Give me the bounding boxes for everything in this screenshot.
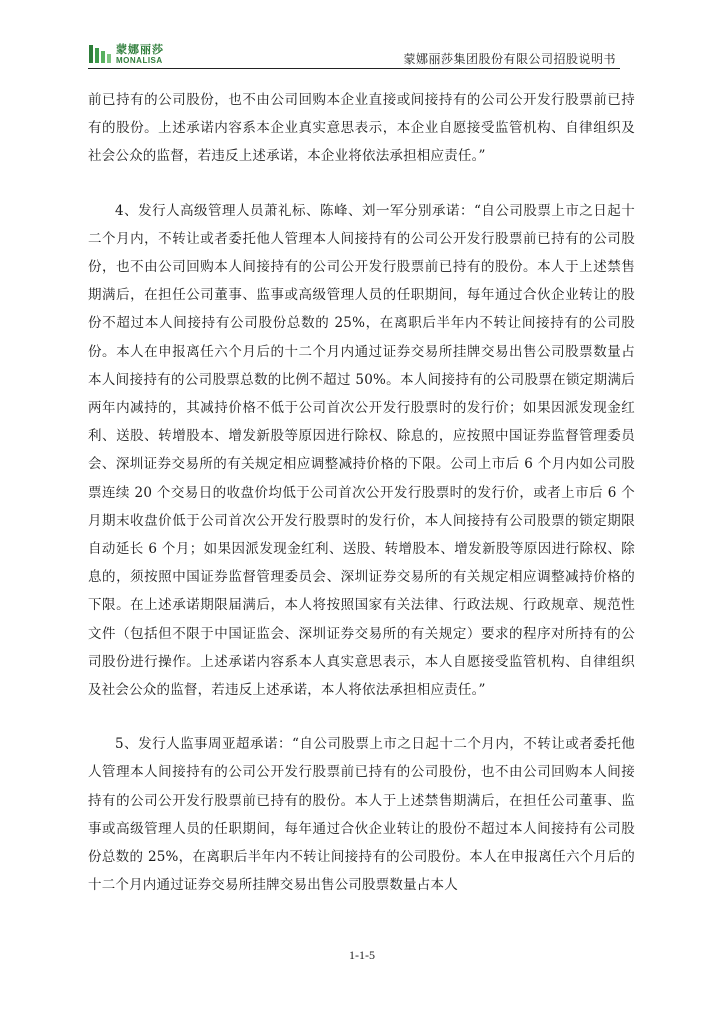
page-header [88, 38, 620, 68]
logo-mark-icon [88, 43, 112, 65]
paragraph-commitment-4: 4、发行人高级管理人员萧礼标、陈峰、刘一军分别承诺：“自公司股票上市之日起十二个月内，不转让或者委托他人管理本人间接持有的公司公开发行股票前已持有的公司股份，也不由公司回购本人间接持有的公司公开发行股票前已持有的股份。本人于上述禁售期满后，在担任公司董事、监事或高级管理人员的任职期间，每年通过合伙企业转让的股份不超过本人间接持有公司股份总数的 25%，在离职后半年内不转让间接持有的公司股份。本人在申报离任六个月后的十二个月内通过证券交易所挂牌交易出售公司股票数量占本人间接持有的公司股票总数的比例不超过 50%。本人间接持有的公司股票在锁定期满后两年内减持的，其减持价格不低于公司首次公开发行股票时的发行价；如果因派发现金红利、送股、转增股本、增发新股等原因进行除权、除息的，应按照中国证券监督管理委员会、深圳证券交易所的有关规定相应调整减持价格的下限。公司上市后 6 个月内如公司股票连续 20 个交易日的收盘价均低于公司首次公开发行股票时的发行价，或者上市后 6 个月期末收盘价低于公司首次公开发行股票时的发行价，本人间接持有公司股票的锁定期限自动延长 6 个月；如果因派发现金红利、送股、转增股本、增发新股等原因进行除权、除息的，须按照中国证券监督管理委员会、深圳证券交易所的有关规定相应调整减持价格的下限。在上述承诺期限届满后，本人将按照国家有关法律、行政法规、行政规章、规范性文件（包括但不限于中国证监会、深圳证券交易所的有关规定）要求的程序对所持有的公司股份进行操作。上述承诺内容系本人真实意思表示，本人自愿接受监管机构、自律组织及社会公众的监督，若违反上述承诺，本人将依法承担相应责任。” [88, 202, 635, 699]
document-body [88, 86, 635, 899]
paragraph-spacer [88, 171, 635, 197]
document-title: 蒙娜丽莎集团股份有限公司招股说明书 [403, 52, 616, 66]
page-number: 1-1-5 [349, 948, 375, 962]
header-divider [88, 68, 620, 69]
logo-chinese-name: 蒙娜丽莎 [116, 42, 164, 56]
company-logo [88, 42, 164, 66]
paragraph-spacer [88, 704, 635, 730]
paragraph-commitment-5: 5、发行人监事周亚超承诺：“自公司股票上市之日起十二个月内，不转让或者委托他人管理本人间接持有的公司公开发行股票前已持有的公司股份，也不由公司回购本人间接持有的公司公开发行股票前已持有的股份。本人于上述禁售期满后，在担任公司董事、监事或高级管理人员的任职期间，每年通过合伙企业转让的股份不超过本人间接持有公司股份总数的 25%，在离职后半年内不转让间接持有的公司股份。本人在申报离任六个月后的十二个月内通过证券交易所挂牌交易出售公司股票数量占本人 [88, 736, 635, 894]
paragraph-continuation: 前已持有的公司股份，也不由公司回购本企业直接或间接持有的公司公开发行股票前已持有的股份。上述承诺内容系本企业真实意思表示，本企业自愿接受监管机构、自律组织及社会公众的监督，若违反上述承诺，本企业将依法承担相应责任。” [88, 92, 635, 165]
logo-english-name: MONALISA [116, 55, 163, 65]
